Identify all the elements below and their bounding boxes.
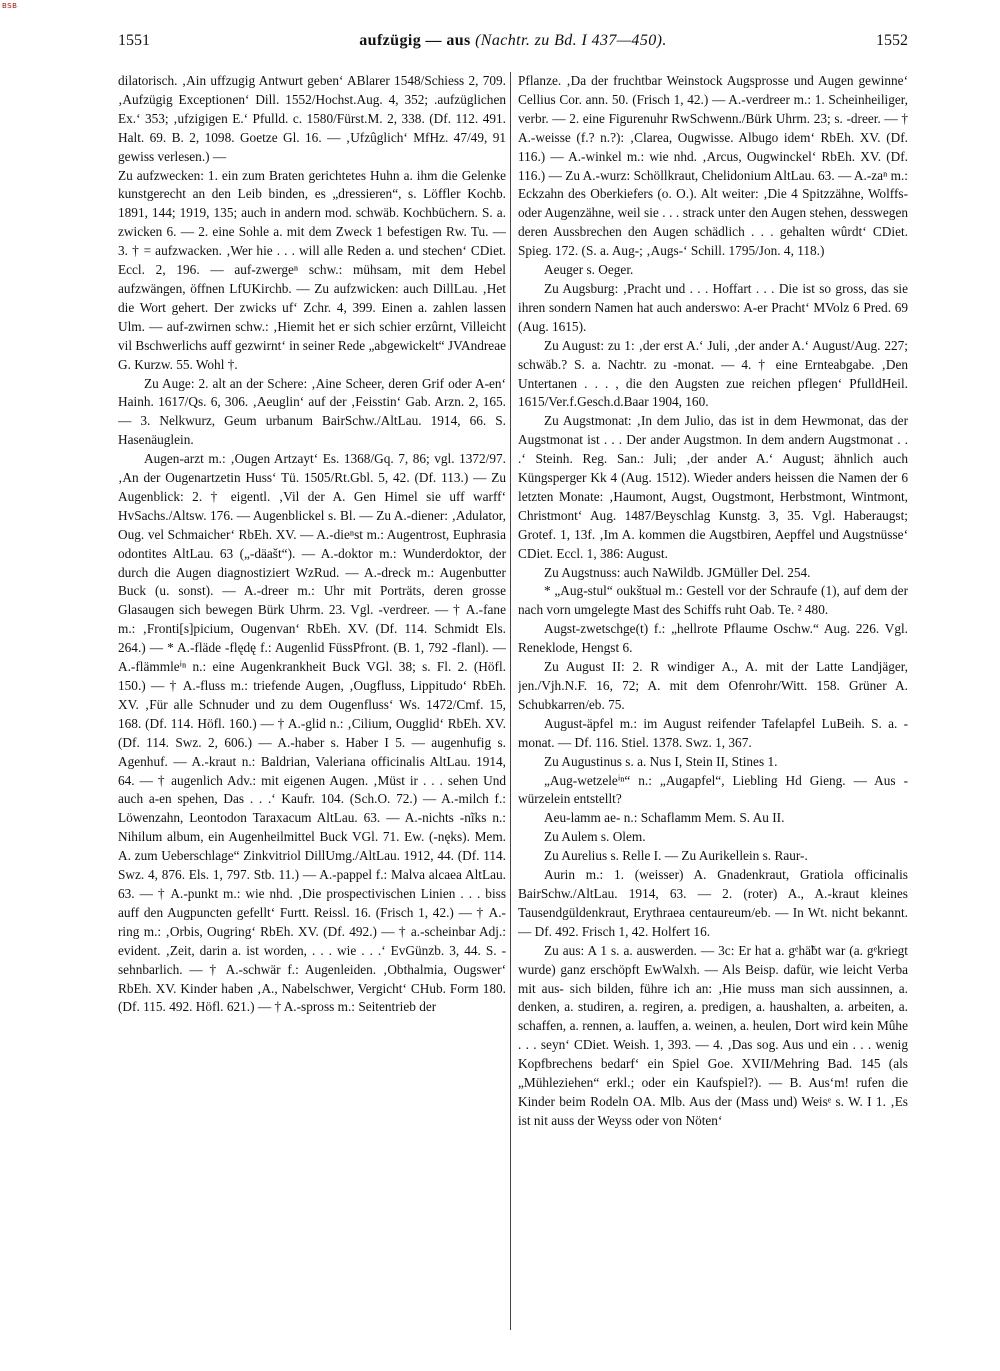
dictionary-entry: Augen-arzt m.: ‚Ougen Artzayt‘ Es. 1368/Gq. 7, 86; vgl. 1372/97. ‚An der Ougenartzetin Huss‘ Tü. 1505/Rt.Gbl. 5, 42. (Df. 113.) — Zu Augenblick: 2. † eigentl. ‚Vil der A. Gen Himel sie uff warff‘ HvSachs./Altsw. 176. — Augenblickel s. Bl. — Zu A.-diener: ‚Adulator, Oug. vel Schmaicher‘ RbEh. XV. — A.-dieⁿst m.: Augentrost, Euphrasia odontites AltLau. 63 („-däašt“). — A.-doktor m.: Wunderdoktor, der durch die Augen diagnostiziert WzRud. — A.-dreck m.: Augenbutter Buck (u. sonst). — A.-dreer m.: Uhr mit Porträts, deren grosse Glasaugen sich bewegen Bürk Uhrm. 23. Vgl. -verdreer. — † A.-fane m.: ‚Fronti[s]picium, Ougenvan‘ RbEh. XV. (Df. 114. Schmidt Els. 264.) — * A.-fläde -flędę f.: Augenlid FüssPfront. (B. 1, 792 -flanl). — A.-flämmleⁱⁿ n.: eine Augenkrankheit Buck VGl. 38; s. Fl. 2. (Höfl. 150.) — † A.-fluss m.: triefende Augen, ‚Ougfluss, Lippitudo‘ RbEh. XV. ‚Für alle Schnuder und zu dem Ougenfluss‘ Ws. 1472/Cmf. 15, 168. (Df. 114. Höfl. 160.) — † A.-glid n.: ‚Cilium, Ougglid‘ RbEh. XV. (Df. 114. Swz. 2, 606.) — A.-haber s. Haber I 5. — augenhufig s. Agenhuf. — A.-kraut n.: Baldrian, Valeriana officinalis AltLau. 1914, 64. — † augenlich Adv.: mit eigenen Augen. ‚Müst ir . . . sehen Und auch a-en spehen, Das . . .‘ Kaufr. 104. (Sch.O. 72.) — A.-milch f.: Löwenzahn, Leontodon Taraxacum AltLau. 63. — A.-nichts -nĩks n.: Nihilum album, ein Augenheilmittel Buck VGl. 71. Ew. (-nęks). Mem. A. zum Ueberschlage“ Zinkvitriol DillUmg./AltLau. 1912, 44. (Df. 114. Swz. 4, 876. Els. 1, 797. Stb. 11.) — A.-pappel f.: Malva alcaea AltLau. 63. — † A.-punkt m.: wie nhd. ‚Die prospectivischen Linien . . . biss auff den Augpuncten gefellt‘ Furtt. Reissl. 16. (Frisch 1, 42.) — † A.-ring m.: ‚Orbis, Ougring‘ RbEh. XV. (Df. 492.) — † a.-scheinbar Adj.: evident. ‚Zeit, darin a. ist worden, . . . wie . . .‘ EvGünzb. 3, 44. S. -sehnbarlich. — † A.-schwär f.: Augenleiden. ‚Obthalmia, Ougswer‘ RbEh. XV. Kinder haben ‚A., Nabelschwer, Vergicht‘ CHub. Form 180. (Df. 115. 492. Höfl. 621.) — † A.-spross m.: Seitentrieb der <box>118 451 506 1015</box>
dictionary-entry: Aurin m.: 1. (weisser) A. Gnadenkraut, Gratiola officinalis BairSchw./AltLau. 1914, 63. — 2. (roter) A., A.-kraut kleines Tausendgüldenkraut, Erythraea centaureum/eb. — In Wt. nicht bekannt. — Df. 492. Frisch 1, 42. Holfert 16. <box>518 867 908 939</box>
dictionary-entry: Zu aufzwecken: 1. ein zum Braten gerichtetes Huhn a. ihm die Gelenke kunstgerecht an den Leib binden, es „dressieren“, s. Löffler Kochb. 1891, 144; 1919, 135; auch in andern mod. schwäb. Kochbüchern. S. a. zwicken 6. — 2. eine Sohle a. mit dem Zweck 1 befestigen Rw. Tu. — 3. † = aufzwacken. ‚Wer hie . . . will alle Reden a. und stechen‘ CDiet. Eccl. 2, 196. — auf-zwergeⁿ schw.: mühsam, mit dem Hebel aufzwängen, öffnen LfUKirchb. — Zu aufzwicken: auch DillLau. ‚Het die Wort gehert. Der zwicks uf‘ Zchr. 4, 399. Einen a. zahlen lassen Ulm. — auf-zwirnen schw.: ‚Hiemit het er sich schier erzûrnt, Villeicht vil Bschwerlichs auff gezwirnt‘ in seiner Rede „abgewickelt“ JVAndreae G. Kurzw. 55. Wohl †. <box>118 167 506 372</box>
dictionary-entry: Aeu-lamm ae- n.: Schaflamm Mem. S. Au II. <box>544 810 785 826</box>
dictionary-entry: Zu Augstnuss: auch NaWildb. JGMüller Del. 254. <box>544 564 811 580</box>
dictionary-entry: Zu Aurelius s. Relle I. — Zu Aurikellein s. Raur-. <box>544 848 808 864</box>
dictionary-entry: Zu August: zu 1: ‚der erst A.‘ Juli, ‚der ander A.‘ August/Aug. 227; schwäb.? S. a. Nachtr. zu -monat. — 4. † eine Ernteabgabe. ‚Den Untertanen . . . , die den Augsten zue reichen pflegen‘ PfulldHeil. 1615/Ver.f.Gesch.d.Baar 1904, 160. <box>518 337 908 410</box>
column-divider <box>510 72 511 1330</box>
right-column <box>518 72 908 1337</box>
library-stamp: BSB <box>2 2 18 10</box>
headword-range: aufzügig — aus <box>359 32 471 49</box>
dictionary-entry: Zu Augustinus s. a. Nus I, Stein II, Stines 1. <box>544 753 778 769</box>
dictionary-entry: Zu Augsburg: ‚Pracht und . . . Hoffart . . . Die ist so gross, das sie ihren sondern Namen hat auch anderswo: A-er Pracht‘ MVolz 6 Pred. 69 (Aug. 1615). <box>518 280 908 334</box>
page-number-left: 1551 <box>118 32 150 49</box>
page-header <box>118 32 908 56</box>
dictionary-entry: Pflanze. ‚Da der fruchtbar Weinstock Augsprosse und Augen gewinne‘ Cellius Cor. ann. 50. (Frisch 1, 42.) — A.-verdreer m.: 1. Scheinheiliger, verbr. — 2. eine Figurenuhr RwSchwenn./Bürk Uhrm. 23; s. -dreer. — † A.-weisse (f.? n.?): ‚Clarea, Ougwisse. Albugo idem‘ RbEh. XV. (Df. 116.) — A.-winkel m.: wie nhd. ‚Arcus, Ougwinckel‘ RbEh. XV. (Df. 116.) — Zu A.-wurz: Schöllkraut, Chelidonium AltLau. 63. — A.-zaⁿ m.: Eckzahn des Oberkiefers (o. O.). Alt weiter: ‚Die 4 Spitzzähne, Wolffs- oder Augenzähne, weil sie . . . strack unter den Augen stehen, desswegen deren Aussbrechen den Augen schädlich . . . gehalten wûrdt‘ CDiet. Spieg. 172. (S. a. Aug-; ‚Augs-‘ Schill. 1795/Jon. 4, 118.) <box>518 73 908 259</box>
dictionary-entry: Zu Augstmonat: ‚In dem Julio, das ist in dem Hewmonat, das der Augstmonat ist . . . Der ander Augstmon. In dem andern Augstmonat . . .‘ Steinh. Reg. San.: Juli; ‚der ander A.‘ August; ähnlich auch Küngsperger Kk 4 (Aug. 1512). Wieder anders heissen die Namen der 6 letzten Monate: ‚Haumont, Augst, Ougstmont, Herbstmont, Wintmont, Christmont‘ Aug. 1487/Beyschlag Kunstg. 3, 35. Vgl. Haberaugst; Grotef. 1, 13f. ‚Im A. kommen die Augstbiren, Aepffel und Augstnüsse‘ CDiet. Eccl. 1, 386: August. <box>518 413 908 561</box>
dictionary-entry: Augst-zwetschge(t) f.: „hellrote Pflaume Oschw.“ Aug. 226. Vgl. Reneklode, Hengst 6. <box>518 621 908 656</box>
running-title <box>118 32 908 50</box>
dictionary-entry: „Aug-wetzeleⁱⁿ“ n.: „Augapfel“, Liebling Hd Gieng. — Aus -würzelein entstellt? <box>518 772 908 807</box>
dictionary-entry: Zu August II: 2. R windiger A., A. mit der Latte Landjäger, jen./Vjh.N.F. 16, 72; A. mit dem Ofenrohr/Witt. 158. Grüner A. Schubkarren/eb. 75. <box>518 659 908 712</box>
left-column <box>118 72 506 1337</box>
dictionary-entry: * „Aug-stul“ oukštuəl m.: Gestell vor der Schraufe (1), auf dem der nach vorn umgelegte Mast des Schiffs ruht Oab. Te. ² 480. <box>518 583 908 618</box>
dictionary-entry: August-äpfel m.: im August reifender Tafelapfel LuBeih. S. a. -monat. — Df. 116. Stiel. 1378. Swz. 1, 367. <box>518 715 908 750</box>
page-number-right: 1552 <box>876 32 908 49</box>
dictionary-entry: dilatorisch. ‚Ain uffzugig Antwurt geben‘ ABlarer 1548/Schiess 2, 709. ‚Aufzügig Exceptionen‘ Dill. 1552/Hochst.Aug. 4, 352; .aufzüglichen Ex.‘ 353; ‚ufzigigen E.‘ Pfulld. c. 1580/Fürst.M. 2, 338. (Df. 112. 491. Halt. 69. B. 2, 1098. Goetze Gl. 16. — ‚Ufzûglich‘ MfHz. 47/49, 91 gewiss verlesen.) — <box>118 73 506 164</box>
dictionary-entry: Zu Aulem s. Olem. <box>544 829 646 845</box>
dictionary-entry: Zu Auge: 2. alt an der Schere: ‚Aine Scheer, deren Grif oder A-en‘ Hainh. 1617/Qs. 6, 306. ‚Aeuglin‘ auf der ‚Feisstin‘ Gab. Arzn. 2, 165. — 3. Nelkwurz, Geum urbanum BairSchw./AltLau. 1914, 66. S. Hasenäuglein. <box>118 375 506 448</box>
dictionary-entry: Aeuger s. Oeger. <box>544 262 634 278</box>
dictionary-entry: Zu aus: A 1 s. a. auswerden. — 3c: Er hat a. gᵉhä̃bt war (a. gᵉkriegt wurde) ganz erschöpft EwWalxh. — Als Beisp. dafür, wie leicht Verba mit aus- sich bilden, führe ich an: ‚Hie muss man sich aussinnen, a. denken, a. studiren, a. regiren, a. predigen, a. haushalten, a. arbeiten, a. schaffen, a. rennen, a. lauffen, a. weinen, a. heulen, Dort wird kein Mûhe . . . seyn‘ CDiet. Weish. 1, 393. — 4. ‚Das sog. Aus und ein . . . wenig Kopfbrechens bedarf‘ ein Spiel Goe. XVII/Mehring Bad. 145 (als „Mühleziehen“ erkl.; oder ein Kaufspiel?). — B. Aus‘m! rufen die Kinder beim Rodeln OA. Mlb. Aus der (Mass und) Weisᵉ s. W. I 1. ‚Es ist nit auss der Weyss oder von Nöten‘ <box>518 942 908 1128</box>
supplement-reference: (Nachtr. zu Bd. I 437—450). <box>475 32 667 49</box>
